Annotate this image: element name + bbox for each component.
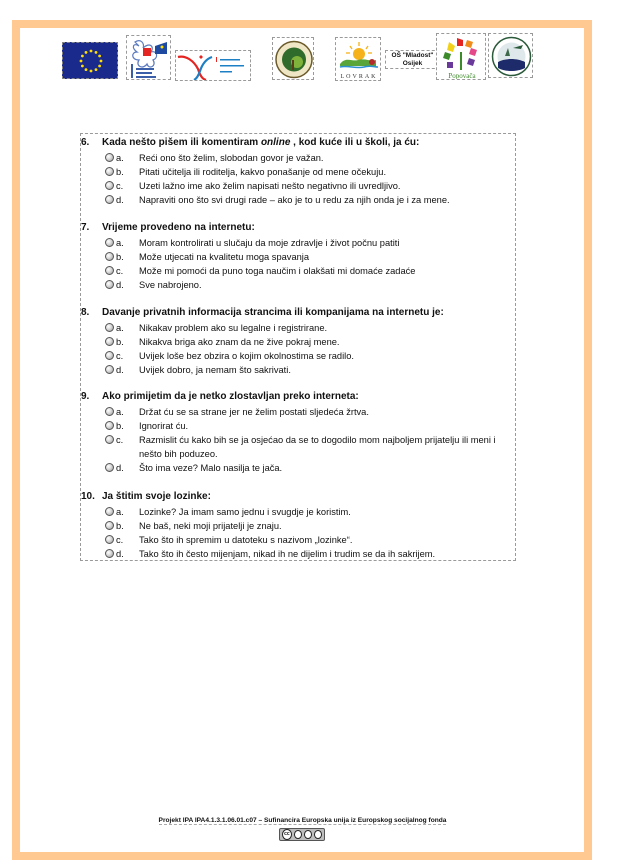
radio-button[interactable] <box>105 407 114 416</box>
radio-button[interactable] <box>105 507 114 516</box>
option-6d[interactable]: d. Napraviti ono što svi drugi rade – ako je to u redu za njih onda je i za mene. <box>81 193 521 207</box>
flower-logo <box>126 35 171 80</box>
question-title: 8. Davanje privatnih informacija strancima ili kompanijama na internetu je: <box>81 307 444 318</box>
option-7a[interactable]: a. Moram kontrolirati u slučaju da moje zdravlje i život počnu patiti <box>81 236 521 250</box>
option-9d[interactable]: d. Što ima veze? Malo nasilja te jača. <box>81 461 521 475</box>
flower-icon <box>127 36 171 80</box>
radio-button[interactable] <box>105 181 114 190</box>
cc-icon: cc <box>282 829 292 840</box>
eu-flag-logo <box>62 42 118 79</box>
hko-icon <box>176 51 251 81</box>
question-6 <box>81 137 521 207</box>
radio-button[interactable] <box>105 266 114 275</box>
lovrak-logo <box>335 37 381 81</box>
radio-button[interactable] <box>105 435 114 444</box>
radio-button[interactable] <box>105 153 114 162</box>
radio-button[interactable] <box>105 167 114 176</box>
question-10 <box>81 491 521 561</box>
option-6b[interactable]: b. Pitati učitelja ili roditelja, kakvo ponašanje od mene očekuju. <box>81 165 521 179</box>
option-9a[interactable]: a. Držat ću se sa strane jer ne želim postati sljedeća žrtva. <box>81 405 521 419</box>
options-list <box>81 236 521 292</box>
radio-button[interactable] <box>105 195 114 204</box>
option-10b[interactable]: b. Ne baš, neki moji prijatelji je znaju. <box>81 519 521 533</box>
ship-seal-icon <box>489 34 533 78</box>
option-9c[interactable]: c. Razmislit ću kako bih se ja osjećao da se to dogodilo mom najboljem prijatelju ili meni i nešto bih poduzeo. <box>81 433 519 461</box>
option-8d[interactable]: d. Uvijek dobro, ja nemam što sakrivati. <box>81 363 521 377</box>
school-seal-icon <box>273 38 314 80</box>
option-10c[interactable]: c. Tako što ih spremim u datoteku s nazivom „lozinke“. <box>81 533 521 547</box>
question-8 <box>81 307 521 377</box>
option-7c[interactable]: c. Može mi pomoći da puno toga naučim i olakšati mi domaće zadaće <box>81 264 521 278</box>
quiz-box <box>80 133 516 561</box>
cc-license-badge <box>279 828 325 841</box>
option-8b[interactable]: b. Nikakva briga ako znam da ne žive pokraj mene. <box>81 335 521 349</box>
os-mladost-osijek-logo: OŠ "Mladost" Osijek <box>385 50 440 69</box>
question-title: 9. Ako primijetim da je netko zlostavljan preko interneta: <box>81 391 359 402</box>
radio-button[interactable] <box>105 337 114 346</box>
question-title: 7. Vrijeme provedeno na internetu: <box>81 222 255 233</box>
option-8a[interactable]: a. Nikakav problem ako su legalne i registrirane. <box>81 321 521 335</box>
options-list <box>81 321 521 377</box>
question-title: 6. Kada nešto pišem ili komentiram online , kod kuće ili u školi, ja ću: <box>81 137 420 148</box>
radio-button[interactable] <box>105 463 114 472</box>
option-6a[interactable]: a. Reći ono što želim, slobodan govor je važan. <box>81 151 521 165</box>
radio-button[interactable] <box>105 549 114 558</box>
cc-nd-icon <box>314 830 322 839</box>
sunrise-icon <box>336 38 381 81</box>
options-list <box>81 505 521 561</box>
option-10a[interactable]: a. Lozinke? Ja imam samo jednu i svugdje je koristim. <box>81 505 521 519</box>
radio-button[interactable] <box>105 365 114 374</box>
popovaca-logo <box>436 33 486 80</box>
radio-button[interactable] <box>105 421 114 430</box>
radio-button[interactable] <box>105 323 114 332</box>
question-9 <box>81 391 521 475</box>
radio-button[interactable] <box>105 521 114 530</box>
footer-project-text: Projekt IPA IPA4.1.3.1.06.01.c07 – Sufinancira Europska unija iz Europskog socijalnog fonda <box>158 817 447 824</box>
radio-button[interactable] <box>105 252 114 261</box>
hands-tree-icon <box>437 34 486 80</box>
svg-text:Popovača: Popovača <box>448 72 476 80</box>
cc-nc-icon <box>304 830 312 839</box>
circle-ship-logo <box>488 33 533 78</box>
svg-text:LOVRAK: LOVRAK <box>340 74 378 80</box>
eu-stars-icon <box>63 43 118 79</box>
option-9b[interactable]: b. Ignorirat ću. <box>81 419 521 433</box>
options-list <box>81 151 521 207</box>
question-7 <box>81 222 521 292</box>
os-veliki-bukovec-logo <box>272 37 314 80</box>
option-10d[interactable]: d. Tako što ih često mijenjam, nikad ih ne dijelim i trudim se da ih sakrijem. <box>81 547 521 561</box>
cc-by-icon <box>294 830 302 839</box>
question-title: 10. Ja štitim svoje lozinke: <box>81 491 211 502</box>
option-8c[interactable]: c. Uvijek loše bez obzira o kojim okolnostima se radilo. <box>81 349 521 363</box>
radio-button[interactable] <box>105 351 114 360</box>
radio-button[interactable] <box>105 535 114 544</box>
radio-button[interactable] <box>105 280 114 289</box>
option-7d[interactable]: d. Sve nabrojeno. <box>81 278 521 292</box>
option-6c[interactable]: c. Uzeti lažno ime ako želim napisati nešto negativno ili uvredljivo. <box>81 179 521 193</box>
hko-logo <box>175 50 251 81</box>
option-7b[interactable]: b. Može utjecati na kvalitetu moga spavanja <box>81 250 521 264</box>
options-list <box>81 405 521 475</box>
radio-button[interactable] <box>105 238 114 247</box>
